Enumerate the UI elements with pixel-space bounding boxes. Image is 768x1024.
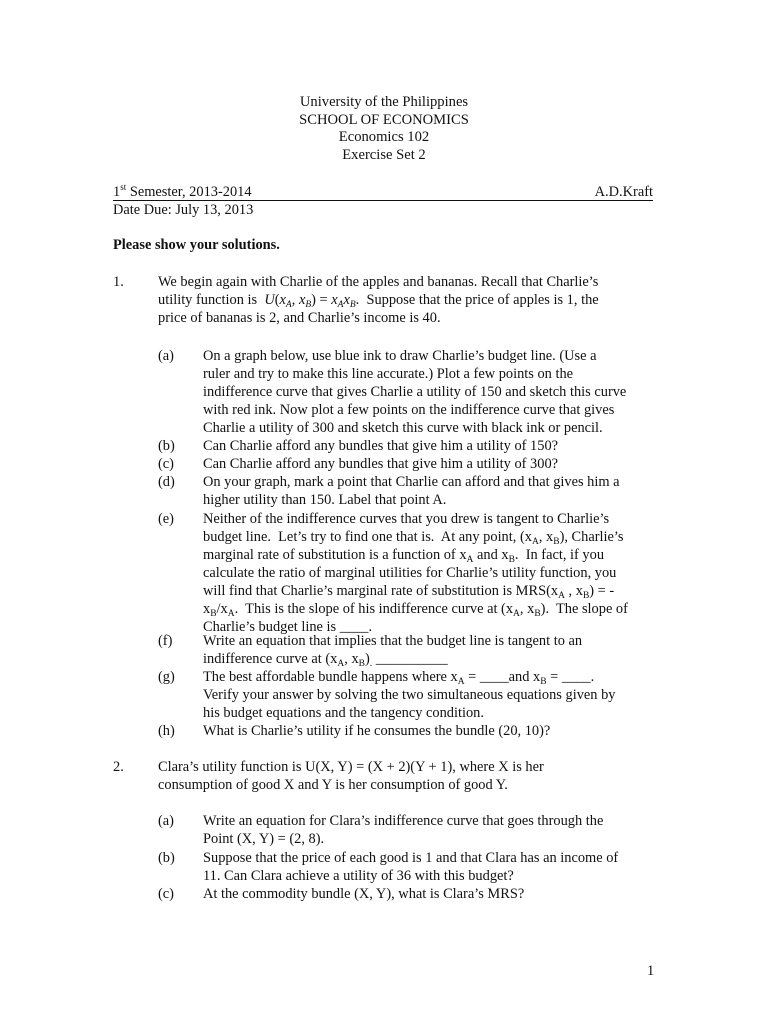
page-number: 1 [647,963,655,979]
exercise-title: Exercise Set 2 [342,146,426,163]
part-label: (a) [158,813,174,829]
part-line: Point (X, Y) = (2, 8). [203,831,325,847]
part-h-text [203,722,658,740]
part-d-text [203,473,658,509]
part-line: 11. Can Clara achieve a utility of 36 with this budget? [203,868,514,884]
part-line: $x_B/x_A$. This is the slope of his indifference curve at ($x_A$, $x_B$). The slope of [203,601,628,619]
part-line: calculate the ratio of marginal utilities for Charlie’s utility function, you [203,565,617,581]
part-c-text [203,455,658,473]
part-f-text [203,632,658,668]
author-name: A.D.Kraft [594,184,653,200]
part-line: Charlie a utility of 300 and sketch this curve with black ink or pencil. [203,420,603,436]
part-label: (b) [158,850,175,866]
semester-line [113,183,653,201]
part-line: On a graph below, use blue ink to draw Charlie’s budget line. (Use a [203,348,597,364]
part-label: (f) [158,633,173,649]
part-line: with red ink. Now plot a few points on the indifference curve that gives [203,402,615,418]
part-line: At the commodity bundle (X, Y), what is Clara’s MRS? [203,886,525,902]
part-line: ruler and try to make this line accurate.) Plot a few points on the [203,366,574,382]
school-name: SCHOOL OF ECONOMICS [299,111,469,128]
part-line: On your graph, mark a point that Charlie can afford and that gives him a [203,474,620,490]
part-b-text [203,437,658,455]
part-label: (d) [158,474,175,490]
part-label: (a) [158,348,174,364]
part-line: Write an equation that implies that the budget line is tangent to an [203,633,583,649]
part-label: (b) [158,438,175,454]
instruction: Please show your solutions. [113,237,280,253]
part-line: Write an equation for Clara’s indifference curve that goes through the [203,813,604,829]
question-1-line: utility function is $U(x_A$, $x_B) = x_Ax_B$. Suppose that the price of apples is 1, the [158,292,599,310]
semester-ordinal: st [120,182,127,192]
part-label: (c) [158,886,174,902]
part-line: indifference curve that gives Charlie a utility of 150 and sketch this curve [203,384,627,400]
part-line: will find that Charlie’s marginal rate of substitution is $MRS(x_A$ , $x_B$) = - [203,583,615,601]
part-g-text [203,668,658,722]
date-due: Date Due: July 13, 2013 [113,202,254,218]
part-line: his budget equations and the tangency condition. [203,705,484,721]
document-header [0,94,768,164]
question-1-text [158,273,658,327]
part-line: What is Charlie’s utility if he consumes the bundle (20, 10)? [203,723,551,739]
question-1-line: price of bananas is 2, and Charlie’s income is 40. [158,310,441,326]
part-e-text [203,510,658,636]
question-2-number: 2. [113,759,124,775]
part-line: Can Charlie afford any bundles that give him a utility of 300? [203,456,559,472]
part-line: Charlie’s budget line is ____. [203,619,373,635]
part-line: Suppose that the price of each good is 1 and that Clara has an income of [203,850,619,866]
part-label: (e) [158,511,174,527]
question-1-number: 1. [113,274,124,290]
part-line: The best affordable bundle happens where $x_A$ = ____and $x_B$ = ____. [203,669,595,687]
part-label: (h) [158,723,175,739]
part-line: marginal rate of substitution is a function of $x_A$ and $x_B$. In fact, if you [203,547,605,565]
q2-part-b-text [203,849,658,885]
university-name: University of the Philippines [299,94,469,110]
part-a-text [203,347,658,437]
question-2-text [158,758,658,794]
part-line: budget line. Let’s try to find one that is. At any point, ($x_A$, $x_B$), Charlie’s [203,529,624,547]
part-line: Neither of the indifference curves that you drew is tangent to Charlie’s [203,511,610,527]
course-name: Economics 102 [338,129,430,145]
semester-label [113,183,252,201]
q2-part-a-text [203,812,658,848]
q2-part-c-text [203,885,658,903]
question-2-line: consumption of good X and Y is her consumption of good Y. [158,777,508,793]
part-label: (g) [158,669,175,685]
part-line: Verify your answer by solving the two simultaneous equations given by [203,687,616,703]
semester-text: Semester, 2013-2014 [126,184,252,200]
semester-number: 1 [113,184,121,200]
part-label: (c) [158,456,174,472]
part-line: indifference curve at ($x_A$, $x_B)_.$ __________ [203,651,448,669]
question-1-line: We begin again with Charlie of the apples and bananas. Recall that Charlie’s [158,274,599,290]
part-line: Can Charlie afford any bundles that give him a utility of 150? [203,438,559,454]
part-line: higher utility than 150. Label that point A. [203,492,447,508]
question-2-line: Clara’s utility function is U(X, Y) = (X + 2)(Y + 1), where X is her [158,759,544,775]
